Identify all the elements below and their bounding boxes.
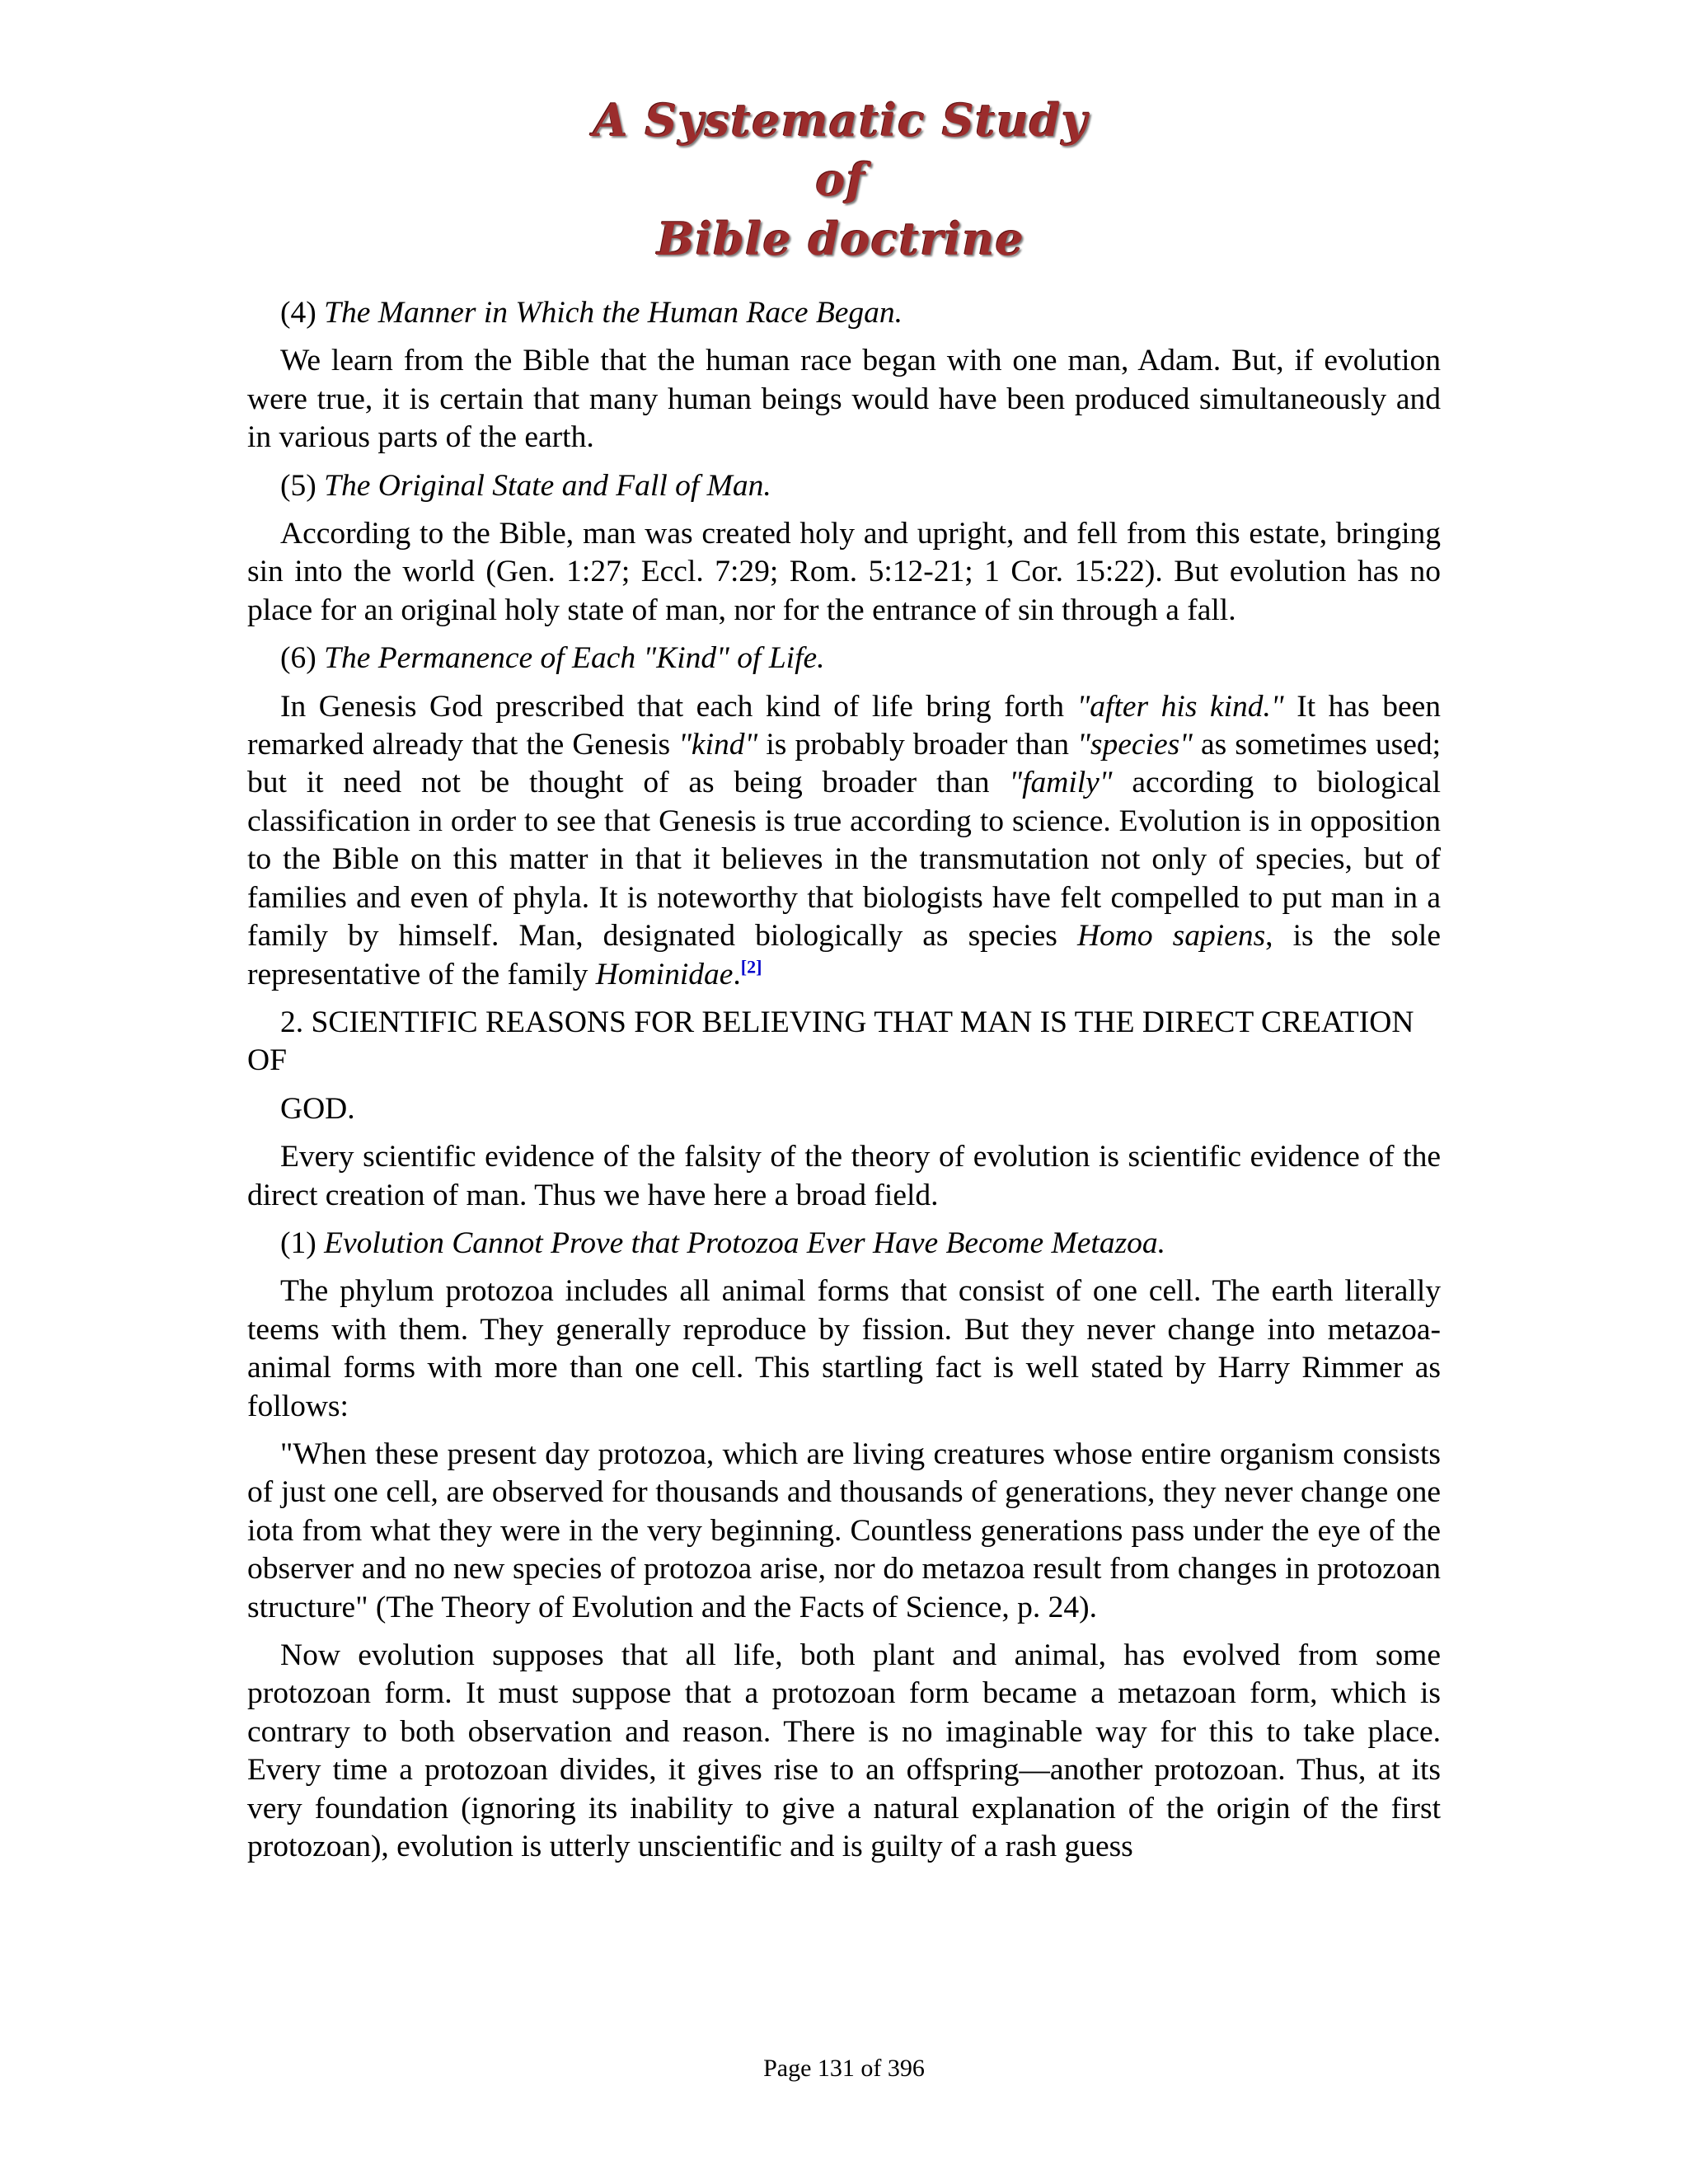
subheading-number: (5): [280, 468, 316, 503]
page-number: Page 131 of 396: [763, 2055, 925, 2082]
subheading-title: The Original State and Fall of Man.: [324, 468, 771, 503]
paragraph-quote: "When these present day protozoa, which are living creatures whose entire organism consists of just one cell, are observed for thousands and thousands of generations, they never change one iota from what they were in the very beginning. Countless generations pass under the eye of the observer and no new species of protozoa arise, nor do metazoa result from changes in protozoan structure" (The Theory of Evolution and the Facts of Science, p. 24).: [247, 1436, 1441, 1624]
subheading-5: [247, 467, 1441, 505]
italic-quote: "species": [1077, 728, 1193, 762]
paragraph-permanence: [247, 688, 1441, 994]
italic-term: Hominidae: [595, 957, 734, 991]
italic-quote: "kind": [678, 728, 758, 762]
paragraph-every-evidence: Every scientific evidence of the falsity of the theory of evolution is scientific evidence of the direct creation of man. Thus we have here a broad field.: [247, 1140, 1441, 1212]
logo-line-1: A Systematic Study of: [593, 94, 1089, 206]
italic-quote: "family": [1009, 766, 1113, 800]
page-body: [247, 294, 1441, 1876]
text-run: as sometimes used; but it need not be thought of as being broader than: [247, 728, 1442, 800]
text-run: according to biological classification in order to see that Genesis is true according to science. Evolution is in opposition to the Bible on this matter in that it believes in the transmutation not only of species, but of families and even of phyla. It is noteworthy that biologists have felt compelled to put man in a family by himself. Man, designated biologically as species: [247, 766, 1441, 954]
italic-term: Homo sapiens: [1076, 919, 1266, 954]
book-title-logo: [560, 91, 1121, 265]
subheading-number: (1): [280, 1226, 316, 1260]
text-run: It has been remarked already that the Genesis: [247, 689, 1441, 762]
logo-line-2: Bible doctrine: [657, 213, 1025, 265]
subheading-4: [247, 294, 1441, 332]
section-heading-2: 2. SCIENTIFIC REASONS FOR BELIEVING THAT MAN IS THE DIRECT CREATION OF: [247, 1005, 1414, 1078]
text-run: In Genesis God prescribed that each kind of life bring forth: [280, 689, 1077, 724]
paragraph-human-race: We learn from the Bible that the human race began with one man, Adam. But, if evolution were true, it is certain that many human beings would have been produced simultaneously and in various parts of the earth.: [247, 344, 1441, 455]
section-heading-2-continued: GOD.: [280, 1091, 355, 1126]
text-run: is probably broader than: [757, 728, 1078, 762]
subheading-title: The Manner in Which the Human Race Began.: [324, 296, 903, 330]
subheading-1: [247, 1225, 1441, 1263]
paragraph-now-evolution: Now evolution supposes that all life, both plant and animal, has evolved from some protozoan form. It must suppose that a protozoan form became a metazoan form, which is contrary to both observation and reason. There is no imaginable way for this to take place. Every time a protozoan divides, it gives rise to an offspring—another protozoan. Thus, at its very foundation (ignoring its inability to give a natural explanation of the origin of the first protozoan), evolution is utterly unscientific and is guilty of a rash guess: [247, 1638, 1441, 1864]
subheading-number: (4): [280, 296, 316, 330]
text-run: , is the sole representative of the family: [247, 919, 1441, 991]
footnote-link[interactable]: [2]: [740, 956, 762, 977]
subheading-6: [247, 640, 1441, 677]
subheading-number: (6): [280, 641, 316, 676]
subheading-title: The Permanence of Each "Kind" of Life.: [324, 641, 825, 676]
italic-quote: "after his kind.": [1076, 689, 1284, 724]
paragraph-original-state: According to the Bible, man was created holy and upright, and fell from this estate, bringing sin into the world (Gen. 1:27; Eccl. 7:29; Rom. 5:12-21; 1 Cor. 15:22). But evolution has no place for an original holy state of man, nor for the entrance of sin through a fall.: [247, 517, 1441, 627]
paragraph-protozoa: The phylum protozoa includes all animal forms that consist of one cell. The earth literally teems with them. They generally reproduce by fission. But they never change into metazoa- animal forms with more than one cell. This startling fact is well stated by Harry Rimmer as follows:: [247, 1274, 1441, 1423]
subheading-title: Evolution Cannot Prove that Protozoa Ever Have Become Metazoa.: [324, 1226, 1166, 1260]
text-run: .: [733, 957, 741, 991]
